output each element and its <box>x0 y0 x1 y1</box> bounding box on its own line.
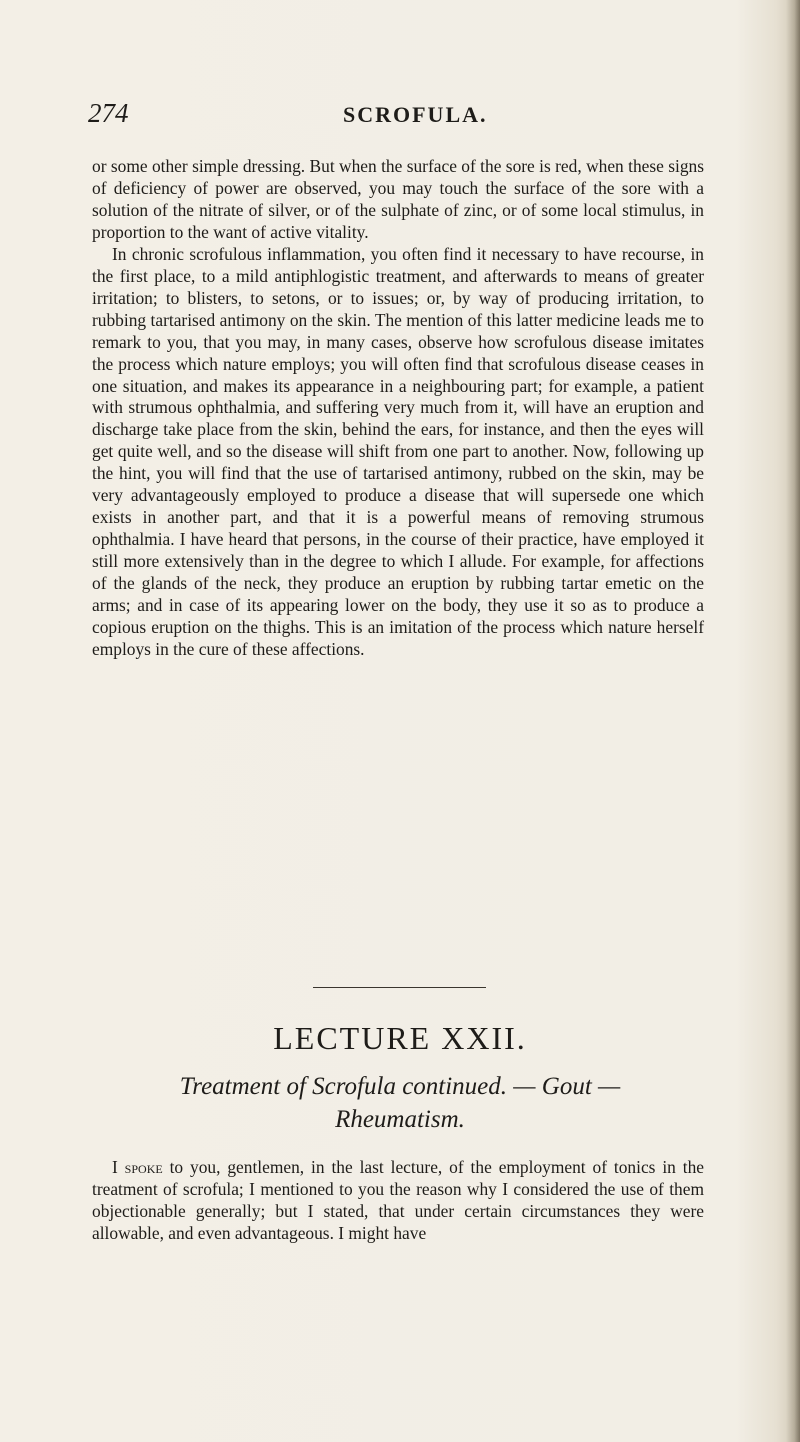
lecture-subtitle-line-2: Rheumatism. <box>335 1106 465 1133</box>
page-header <box>88 98 700 138</box>
lecture-opening-paragraph <box>92 1156 704 1244</box>
lecture-opening-text <box>92 1156 704 1244</box>
continuation-text <box>92 156 704 661</box>
paragraph-chronic-inflammation: In chronic scrofulous inflammation, you often find it necessary to have recourse, in the first place, to a mild antiphlogistic treatment, and afterwards to means of greater irritation; to blisters, to setons, or to issues; or, by way of producing irritation, to rubbing tartarised antimony on the skin. The mention of this latter medicine leads me to remark to you, that you may, in many cases, observe how scrofulous disease imitates the process which nature employs; you will often find that scrofulous disease ceases in one situation, and makes its appearance in a neighbouring part; for example, a patient with strumous ophthalmia, and suffering very much from it, will have an eruption and discharge take place from the skin, behind the ears, for instance, and then the eyes will get quite well, and so the disease will shift from one part to another. Now, following up the hint, you will find that the use of tartarised antimony, rubbed on the skin, may be very advantageously employed to produce a disease that will supersede one which exists in another part, and that it is a powerful means of removing strumous ophthalmia. I have heard that persons, in the course of their practice, have employed it still more extensively than in the degree to which I allude. For example, for affections of the glands of the neck, they produce an eruption by rubbing tartar emetic on the arms; and in case of its appearing lower on the body, they use it so as to produce a copious eruption on the thighs. This is an imitation of the process which nature herself employs in the cure of these affections. <box>92 243 704 659</box>
lecture-subtitle-line-1: Treatment of Scrofula continued. — Gout — <box>179 1073 621 1100</box>
lecture-title: LECTURE XXII. <box>273 1020 527 1056</box>
page-edge-shadow <box>786 0 800 1442</box>
lecture-subtitle <box>150 1070 650 1136</box>
opening-word: I spoke <box>112 1157 163 1177</box>
page-number: 274 <box>88 98 129 128</box>
running-head: SCROFULA. <box>343 102 488 127</box>
section-divider <box>313 987 486 988</box>
lecture-opening-body: to you, gentlemen, in the last lecture, of the employment of tonics in the treatment of scrofula; I mentioned to you the reason why I considered the use of them objectionable generally; but I stated, that under certain circumstances they were allowable, and even advantageous. I might have <box>92 1157 704 1243</box>
paragraph-continued: or some other simple dressing. But when the surface of the sore is red, when these signs of deficiency of power are observed, you may touch the surface of the sore with a solution of the nitrate of silver, or of the sulphate of zinc, or of some local stimulus, in proportion to the want of active vitality. <box>92 156 704 242</box>
